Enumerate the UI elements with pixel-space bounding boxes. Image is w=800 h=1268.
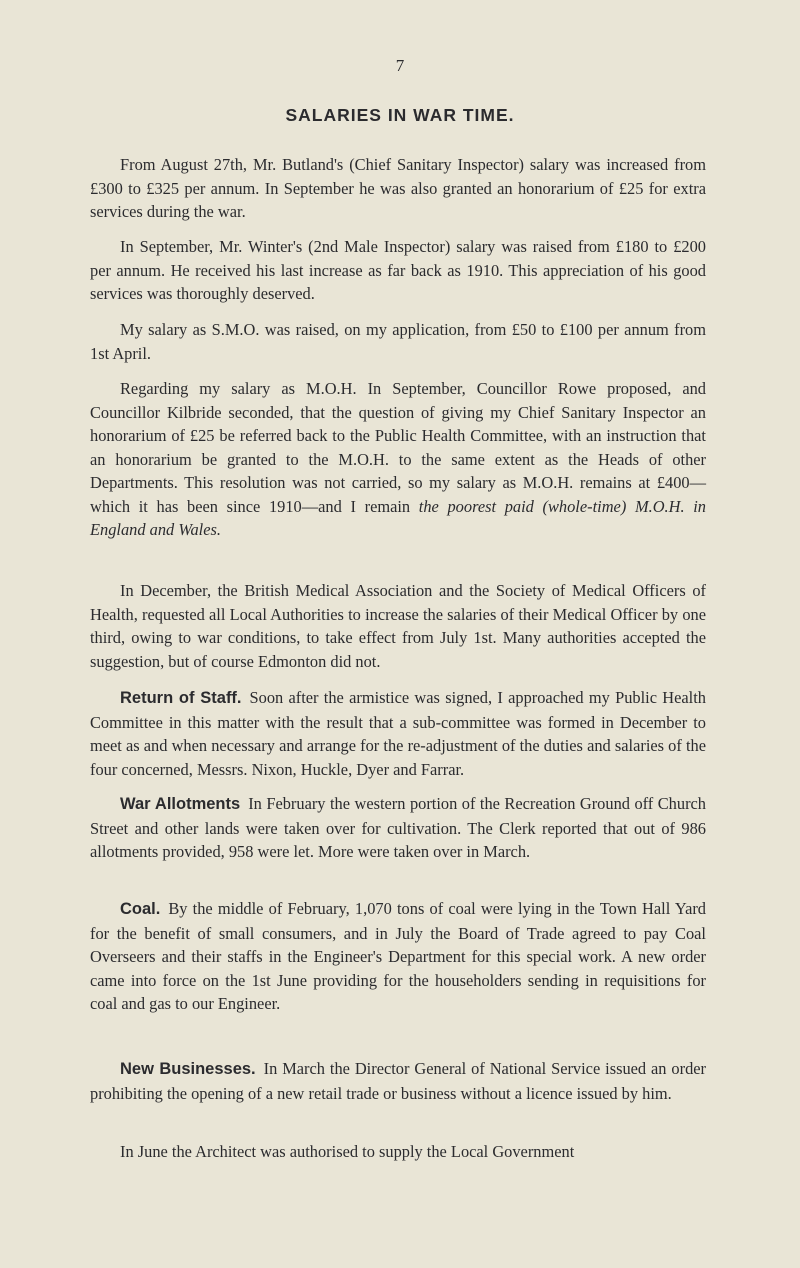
section-heading-war-allotments: War Allotments [120, 795, 241, 813]
paragraph-coal-text: By the middle of February, 1,070 tons of coal were lying in the Town Hall Yard for the benefit of small consumers, and in July the Board of Trade agreed to pay Coal Overseers and their staffs in the Engineer's Department for this special work. A new order came into force on the 1st June providing for the householders sending in requisitions for coal and gas to our Engineer. [90, 899, 706, 1013]
paragraph-war-allotments [90, 792, 706, 864]
section-heading-new-businesses: New Businesses. [120, 1060, 256, 1078]
paragraph-smo-salary: My salary as S.M.O. was raised, on my application, from £50 to £100 per annum from 1st April. [90, 320, 706, 363]
page-title: SALARIES IN WAR TIME. [285, 105, 515, 125]
section-heading-coal: Coal. [120, 900, 161, 918]
paragraph-winter-salary: In September, Mr. Winter's (2nd Male Inspector) salary was raised from £180 to £200 per annum. He received his last increase as far back as 1910. This appreciation of his good services was thoroughly deserved. [90, 237, 706, 303]
paragraph-butland-salary: From August 27th, Mr. Butland's (Chief Sanitary Inspector) salary was increased from £300 to £325 per annum. In September he was also granted an honorarium of £25 for extra services during the war. [90, 155, 706, 221]
paragraph-moh-salary-text: Regarding my salary as M.O.H. In September, Councillor Rowe proposed, and Councillor Kilbride seconded, that the question of giving my Chief Sanitary Inspector an honorarium of £25 be referred back to the Public Health Committee, with an instruction that an honorarium be granted to the M.O.H. to the same extent as the Heads of other Departments. This resolution was not carried, so my salary as M.O.H. remains at £400—which it has been since 1910—and I remain [90, 379, 706, 516]
paragraph-return-of-staff-text: Soon after the armistice was signed, I approached my Public Health Committee in this matter with the result that a sub-committee was formed in December to meet as and when necessary and arrange for the re-adjustment of the duties and salaries of the four concerned, Messrs. Nixon, Huckle, Dyer and Farrar. [90, 688, 706, 779]
paragraph-bma-request-text: In December, the British Medical Association and the Society of Medical Officers of Health, requested all Local Authorities to increase the salaries of their Medical Officer by one third, owing to war conditions, to take effect from July 1st. Many authorities accepted the suggestion, but of course Edmonton did not. [90, 581, 706, 671]
paragraph-war-allotments-text: In February the western portion of the Recreation Ground off Church Street and other lands were taken over for cultivation. The Clerk reported that out of 986 allotments provided, 958 were let. More were taken over in March. [90, 794, 707, 861]
paragraph-new-businesses [90, 1057, 706, 1105]
paragraph-new-businesses-text: In March the Director General of National Service issued an order prohibiting the opening of a new retail trade or business without a licence issued by him. [90, 1059, 706, 1103]
paragraph-architect: In June the Architect was authorised to supply the Local Government [120, 1142, 575, 1161]
section-heading-return-of-staff: Return of Staff. [120, 689, 242, 707]
paragraph-coal [90, 897, 706, 1016]
paragraph-moh-salary-emphasis: the poorest paid (whole-time) M.O.H. in England and Wales. [90, 496, 706, 539]
paragraph-moh-salary [90, 377, 706, 542]
page-number: 7 [395, 56, 405, 75]
paragraph-bma-request [90, 579, 706, 673]
paragraph-return-of-staff [90, 686, 706, 781]
